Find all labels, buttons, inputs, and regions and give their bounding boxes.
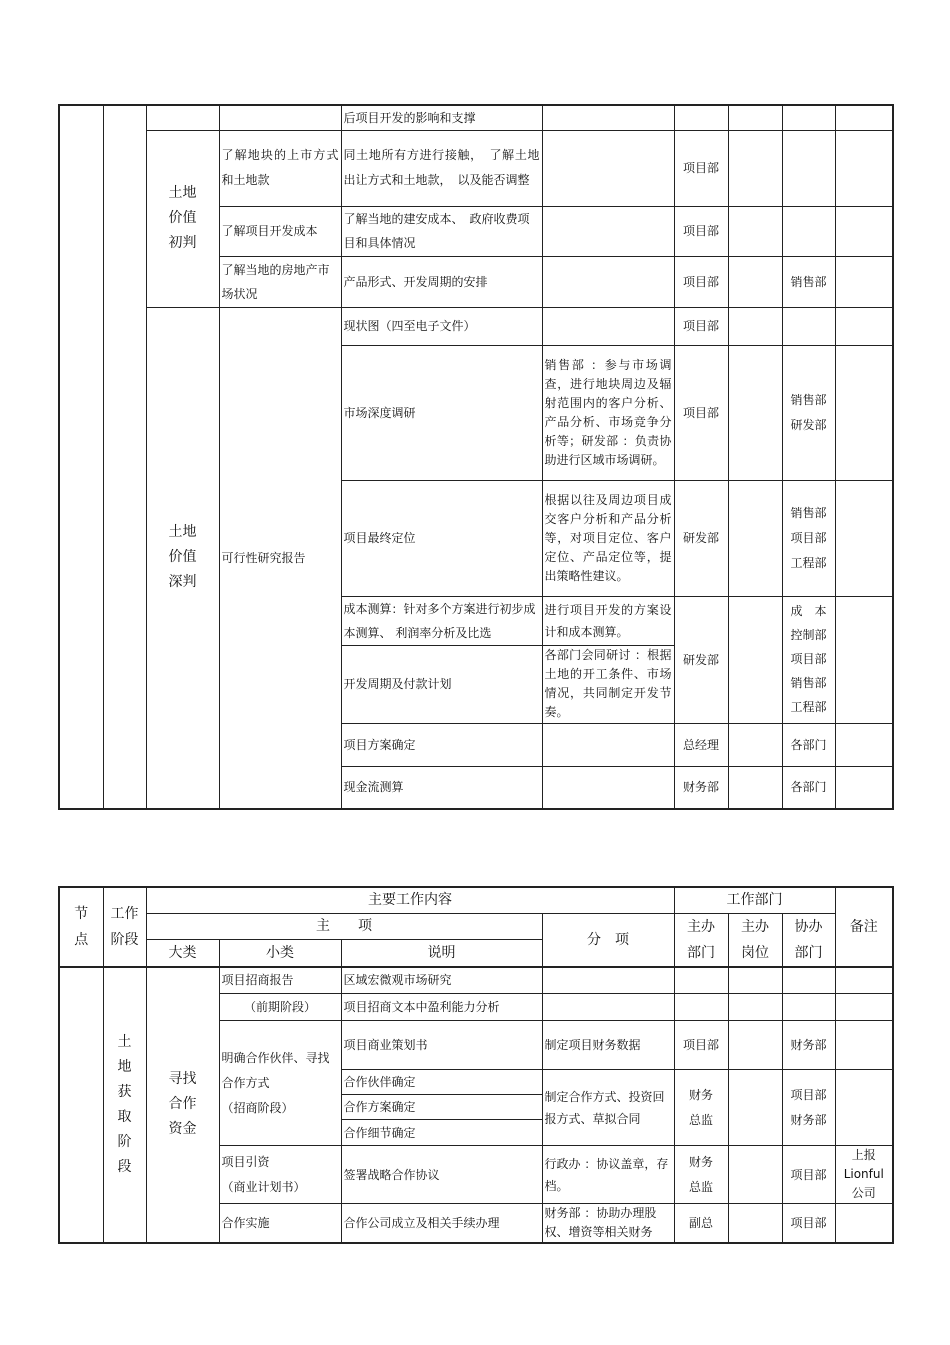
lead-dept-cell: 项目部: [674, 1021, 728, 1070]
subcategory-cell: （前期阶段）: [219, 994, 341, 1021]
assist-dept-cell: 成 本 控制部 项目部 销售部 工程部: [782, 596, 835, 723]
lead-dept-cell: 副总: [674, 1204, 728, 1244]
description-cell: 市场深度调研: [341, 345, 542, 480]
description-cell: 项目商业策划书: [341, 1021, 542, 1070]
subcategory-cell: [219, 105, 341, 130]
lead-dept-cell: 研发部: [674, 480, 728, 596]
assist-dept-cell: 项目部: [782, 1204, 835, 1244]
subcategory-cell: 明确合作伙伴、寻找合作方式 （招商阶段）: [219, 1021, 341, 1146]
description-cell: 项目最终定位: [341, 480, 542, 596]
description-cell: 合作细节确定: [341, 1120, 542, 1146]
description-cell: 后项目开发的影响和支撑: [341, 105, 542, 130]
subcategory-cell: 项目招商报告: [219, 967, 341, 994]
work-table-land-acquisition: [58, 886, 894, 1244]
header-assist-dept: 协办 部门: [782, 913, 835, 967]
header-sub-item: 分 项: [542, 913, 674, 967]
header-stage: 工作 阶段: [103, 887, 146, 967]
description-cell: 开发周期及付款计划: [341, 645, 542, 723]
subcategory-cell: 了解项目开发成本: [219, 206, 341, 256]
lead-dept-cell: 研发部: [674, 596, 728, 723]
description-cell: 现状图（四至电子文件）: [341, 307, 542, 345]
category-label: 寻找 合作 资金: [146, 967, 219, 1244]
description-cell: 项目方案确定: [341, 723, 542, 766]
header-subcategory: 小类: [219, 940, 341, 967]
assist-dept-cell: 销售部 研发部: [782, 345, 835, 480]
stage-cell: [103, 105, 146, 809]
stage-label: 土 地 获 取 阶 段: [103, 967, 146, 1244]
remark-cell: 上报 Lionful 公司: [835, 1146, 893, 1204]
assist-dept-cell: 项目部: [782, 1146, 835, 1204]
lead-dept-cell: 项目部: [674, 130, 728, 206]
header-main-content: 主要工作内容: [146, 887, 674, 913]
subcategory-cell: 合作实施: [219, 1204, 341, 1244]
assist-dept-cell: 项目部 财务部: [782, 1070, 835, 1146]
description-cell: 项目招商文本中盈利能力分析: [341, 994, 542, 1021]
lead-dept-cell: 项目部: [674, 206, 728, 256]
header-main-item: 主 项: [146, 913, 542, 940]
subcategory-feasibility: 可行性研究报告: [219, 307, 341, 809]
detail-cell: 制定项目财务数据: [542, 1021, 674, 1070]
assist-dept-cell: 销售部 项目部 工程部: [782, 480, 835, 596]
detail-cell: 各部门会同研讨 ：根据土地的开工条件、市场情况，共同制定开发节奏。: [542, 645, 674, 723]
lead-dept-cell: 总经理: [674, 723, 728, 766]
description-cell: 区域宏微观市场研究: [341, 967, 542, 994]
work-table-continued: [58, 104, 894, 810]
assist-dept-cell: 各部门: [782, 766, 835, 809]
description-cell: 合作公司成立及相关手续办理: [341, 1204, 542, 1244]
description-cell: 产品形式、开发周期的安排: [341, 256, 542, 307]
lead-dept-cell: 项目部: [674, 345, 728, 480]
detail-cell: 进行项目开发的方案设计和成本测算。: [542, 596, 674, 645]
detail-cell: 行政办 ：协议盖章，存档。: [542, 1146, 674, 1204]
description-cell: 同土地所有方进行接触， 了解土地出让方式和土地款， 以及能否调整: [341, 130, 542, 206]
node-cell: [59, 105, 103, 809]
group-label-deep: 土地 价值 深判: [146, 307, 219, 809]
assist-dept-cell: 各部门: [782, 723, 835, 766]
subcategory-cell: 了解地块的上市方式和土地款: [219, 130, 341, 206]
header-remarks: 备注: [835, 887, 893, 967]
header-category: 大类: [146, 940, 219, 967]
node-cell: [59, 967, 103, 1244]
lead-dept-cell: 项目部: [674, 307, 728, 345]
detail-cell: 制定合作方式、投资回报方式、草拟合同: [542, 1070, 674, 1146]
lead-dept-cell: 财务部: [674, 766, 728, 809]
detail-cell: 销售部 ：参与市场调查，进行地块周边及辐射范围内的客户分析、产品分析、市场竞争分析等；研发部 ：负责协助进行区域市场调研。: [542, 345, 674, 480]
subcategory-cell: 项目引资 （商业计划书）: [219, 1146, 341, 1204]
description-cell: 合作方案确定: [341, 1095, 542, 1120]
header-work-dept: 工作部门: [674, 887, 835, 913]
lead-dept-cell: 财务 总监: [674, 1146, 728, 1204]
detail-cell: 根据以往及周边项目成交客户分析和产品分析等，对项目定位、客户定位、产品定位等，提出策略性建议。: [542, 480, 674, 596]
header-lead-dept: 主办 部门: [674, 913, 728, 967]
header-lead-post: 主办 岗位: [728, 913, 782, 967]
category-cell: [146, 105, 219, 130]
subcategory-cell: 了解当地的房地产市场状况: [219, 256, 341, 307]
description-cell: 签署战略合作协议: [341, 1146, 542, 1204]
assist-dept-cell: 财务部: [782, 1021, 835, 1070]
description-cell: 了解当地的建安成本、 政府收费项目和具体情况: [341, 206, 542, 256]
header-description: 说明: [341, 940, 542, 967]
lead-dept-cell: 项目部: [674, 256, 728, 307]
detail-cell: 财务部 ：协助办理股权、增资等相关财务: [542, 1204, 674, 1244]
assist-dept-cell: 销售部: [782, 256, 835, 307]
lead-dept-cell: 财务 总监: [674, 1070, 728, 1146]
description-cell: 成本测算：针对多个方案进行初步成本测算、 利润率分析及比选: [341, 596, 542, 645]
description-cell: 合作伙伴确定: [341, 1070, 542, 1095]
header-node: 节 点: [59, 887, 103, 967]
group-label-initial: 土地 价值 初判: [146, 130, 219, 307]
description-cell: 现金流测算: [341, 766, 542, 809]
